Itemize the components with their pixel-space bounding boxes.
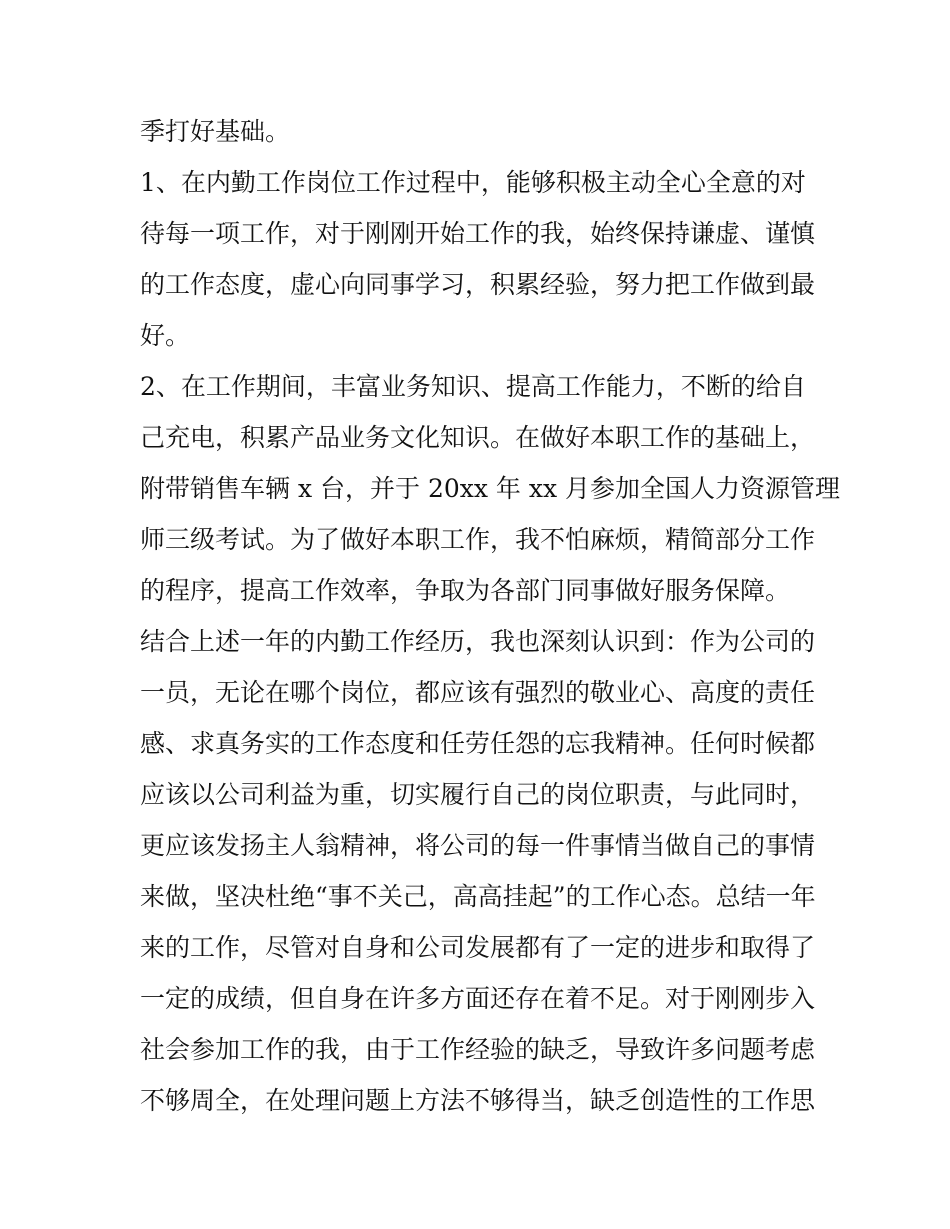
text-line: 的工作态度，虚心向同事学习，积累经验，努力把工作做到最 [140, 270, 816, 299]
text-line: 不够周全，在处理问题上方法不够得当，缺乏创造性的工作思 [140, 1086, 816, 1115]
text-line: 季打好基础。 [140, 117, 291, 146]
text-line: 待每一项工作，对于刚刚开始工作的我，始终保持谦虚、谨慎 [140, 219, 816, 248]
text-line: 附带销售车辆 x 台，并于 20xx 年 xx 月参加全国人力资源管理 [140, 474, 840, 503]
text-line: 的程序，提高工作效率，争取为各部门同事做好服务保障。 [140, 576, 791, 605]
text-line: 来做，坚决杜绝“事不关己，高高挂起”的工作心态。总结一年 [140, 882, 816, 911]
text-line: 来的工作，尽管对自身和公司发展都有了一定的进步和取得了 [140, 933, 816, 962]
text-line: 师三级考试。为了做好本职工作，我不怕麻烦，精简部分工作 [140, 525, 816, 554]
text-line: 结合上述一年的内勤工作经历，我也深刻认识到：作为公司的 [140, 627, 816, 656]
text-line: 更应该发扬主人翁精神，将公司的每一件事情当做自己的事情 [140, 831, 816, 860]
text-line: 应该以公司利益为重，切实履行自己的岗位职责，与此同时， [140, 780, 816, 809]
text-line: 感、求真务实的工作态度和任劳任怨的忘我精神。任何时候都 [140, 729, 816, 758]
text-line: 一员，无论在哪个岗位，都应该有强烈的敬业心、高度的责任 [140, 678, 816, 707]
text-line: 好。 [140, 321, 191, 350]
text-line: 社会参加工作的我，由于工作经验的缺乏，导致许多问题考虑 [140, 1035, 816, 1064]
document-body [140, 106, 840, 1126]
text-line: 己充电，积累产品业务文化知识。在做好本职工作的基础上， [140, 423, 816, 452]
text-line: 2、在工作期间，丰富业务知识、提高工作能力，不断的给自 [140, 372, 806, 401]
text-line: 一定的成绩，但自身在许多方面还存在着不足。对于刚刚步入 [140, 984, 816, 1013]
text-line: 1、在内勤工作岗位工作过程中，能够积极主动全心全意的对 [140, 168, 806, 197]
